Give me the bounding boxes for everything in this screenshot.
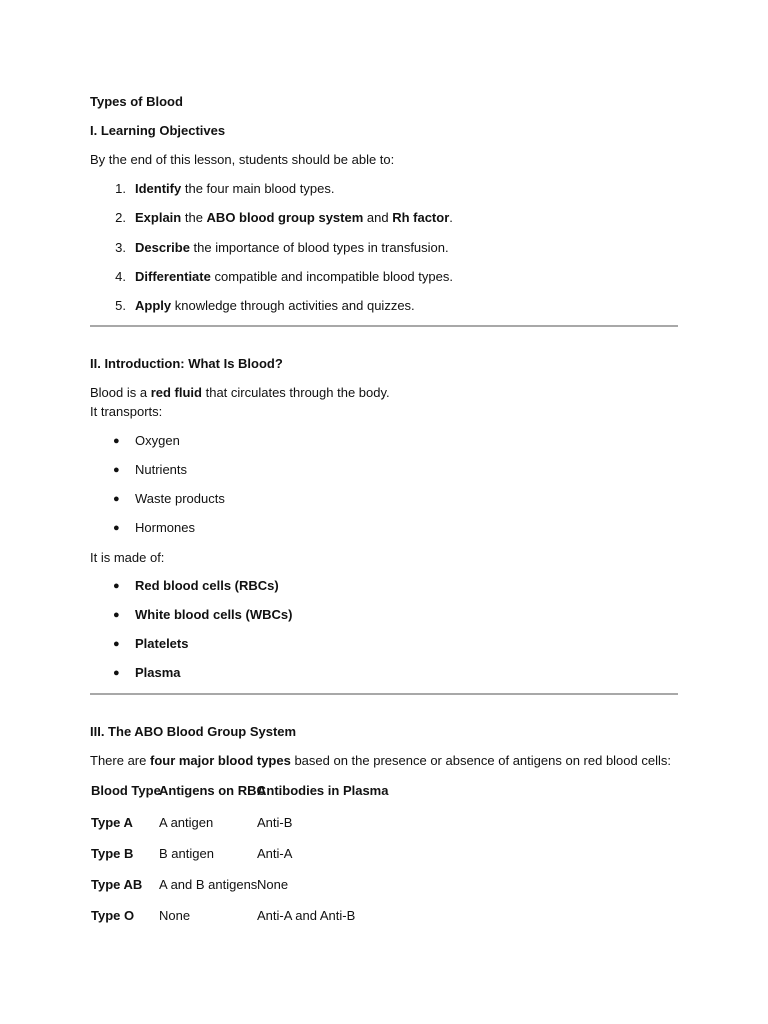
objective-text [135, 269, 453, 285]
text-run: that circulates through the body. [201, 385, 390, 400]
bold-text: Identify [135, 181, 182, 196]
bullet-text: Hormones [135, 520, 195, 535]
bullet-text: White blood cells (WBCs) [135, 607, 293, 622]
objective-text [135, 298, 415, 314]
table-row [90, 815, 678, 831]
bold-text: Describe [135, 240, 190, 255]
text-run: Blood is a [90, 385, 151, 400]
bullet-text: Oxygen [135, 433, 180, 448]
text-run: . [449, 210, 453, 225]
bullet-text: Waste products [135, 491, 225, 506]
text-run: and [363, 210, 393, 225]
table-cell: Anti-B [257, 815, 293, 830]
bullet-item [90, 491, 678, 507]
text-run: based on the presence or absence of antigens on red blood cells: [290, 753, 671, 768]
bullet-item [90, 578, 678, 594]
transports-label: It transports: [90, 404, 163, 419]
table-cell: Type O [91, 908, 135, 923]
text-run: knowledge through activities and quizzes. [171, 298, 415, 313]
objective-number: 1. [115, 181, 126, 196]
bullet-icon: ● [113, 435, 120, 447]
bullet-item [90, 462, 678, 478]
section-heading-objectives: I. Learning Objectives [90, 123, 226, 138]
objective-text [135, 181, 334, 197]
text-run: the four main blood types. [181, 181, 335, 196]
table-cell: B antigen [159, 846, 214, 861]
text-run: the [181, 210, 207, 225]
table-cell: A and B antigens [159, 877, 258, 892]
table-header-row [90, 783, 678, 799]
bullet-icon: ● [113, 638, 120, 650]
bullet-icon: ● [113, 580, 120, 592]
section-heading-introduction: II. Introduction: What Is Blood? [90, 356, 283, 371]
table-cell: Type A [91, 815, 133, 830]
bullet-item [90, 665, 678, 681]
text-run: compatible and incompatible blood types. [210, 269, 453, 284]
objectives-intro: By the end of this lesson, students should be able to: [90, 152, 395, 167]
bullet-icon: ● [113, 522, 120, 534]
bullet-item [90, 520, 678, 536]
section-divider [90, 325, 678, 327]
table-row [90, 877, 678, 893]
bold-text: Rh factor [392, 210, 450, 225]
bullet-text: Plasma [135, 665, 181, 680]
table-cell: A antigen [159, 815, 214, 830]
objective-number: 2. [115, 210, 126, 225]
bold-text: Explain [135, 210, 182, 225]
objective-item [90, 210, 678, 226]
bold-text: ABO blood group system [206, 210, 364, 225]
bold-text: red fluid [150, 385, 202, 400]
made-of-label: It is made of: [90, 550, 165, 565]
objective-number: 5. [115, 298, 126, 313]
section-divider [90, 693, 678, 695]
header-antigens: Antigens on RBC [159, 783, 266, 798]
text-run: the importance of blood types in transfusion. [189, 240, 449, 255]
bullet-text: Platelets [135, 636, 189, 651]
objective-item [90, 269, 678, 285]
bold-text: four major blood types [149, 753, 291, 768]
bullet-item [90, 636, 678, 652]
table-cell: Type AB [91, 877, 143, 892]
bullet-icon: ● [113, 609, 120, 621]
text-run: There are [90, 753, 150, 768]
table-row [90, 846, 678, 862]
bold-text: Differentiate [135, 269, 211, 284]
objective-text [135, 240, 449, 256]
bullet-item [90, 607, 678, 623]
table-cell: None [257, 877, 289, 892]
table-cell: Type B [91, 846, 134, 861]
bullet-item [90, 433, 678, 449]
bold-text: Apply [135, 298, 172, 313]
bullet-icon: ● [113, 493, 120, 505]
objective-item [90, 181, 678, 197]
table-row [90, 908, 678, 924]
table-cell: Anti-A [257, 846, 293, 861]
bullet-text: Red blood cells (RBCs) [135, 578, 279, 593]
table-cell: None [159, 908, 191, 923]
header-antibodies: Antibodies in Plasma [257, 783, 389, 798]
bullet-icon: ● [113, 464, 120, 476]
objective-number: 4. [115, 269, 126, 284]
bullet-text: Nutrients [135, 462, 188, 477]
bullet-icon: ● [113, 667, 120, 679]
objective-item [90, 240, 678, 256]
blood-definition [90, 385, 390, 401]
section-heading-abo: III. The ABO Blood Group System [90, 724, 297, 739]
table-cell: Anti-A and Anti-B [257, 908, 356, 923]
objective-text [135, 210, 453, 226]
objective-number: 3. [115, 240, 126, 255]
abo-intro [90, 753, 671, 769]
document-title: Types of Blood [90, 94, 183, 109]
header-blood-type: Blood Type [91, 783, 161, 798]
objective-item [90, 298, 678, 314]
